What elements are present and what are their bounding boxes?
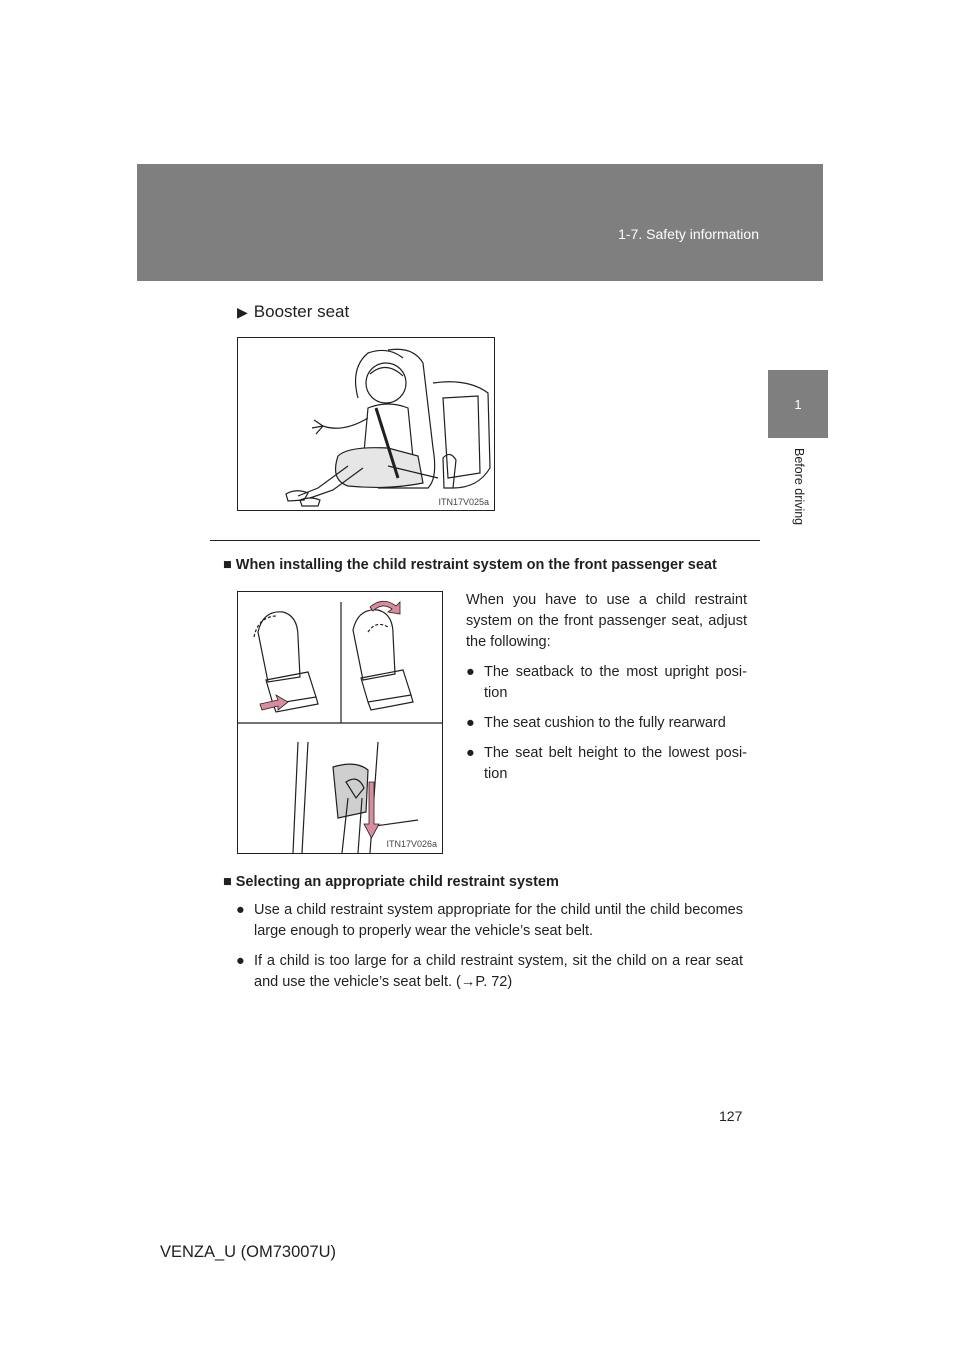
chapter-number: 1 bbox=[794, 396, 802, 412]
bullet-dot-icon: ● bbox=[466, 715, 475, 731]
square-bullet-icon: ■ bbox=[223, 874, 232, 890]
booster-figure-code: ITN17V025a bbox=[438, 497, 489, 507]
bullet-dot-icon: ● bbox=[236, 953, 245, 969]
booster-title: Booster seat bbox=[253, 302, 350, 321]
list-item-text: Use a child restraint system appropriate for the child until the child becomes large enough to properly wear the vehicle’s seat belt. bbox=[254, 902, 743, 939]
seat-figure-code: ITN17V026a bbox=[386, 839, 437, 849]
list-item bbox=[466, 713, 747, 734]
list-item bbox=[466, 662, 747, 704]
chapter-label: Before driving bbox=[792, 448, 806, 526]
front-passenger-intro: When you have to use a child restraint system on the front passenger seat, adjust the following: bbox=[466, 592, 747, 650]
list-item-text: The seat cushion to the fully rearward bbox=[484, 715, 726, 731]
page-number: 127 bbox=[719, 1108, 743, 1124]
list-item bbox=[236, 951, 743, 993]
selecting-heading-text: Selecting an appropriate child restraint system bbox=[235, 874, 559, 890]
bullet-dot-icon: ● bbox=[466, 745, 475, 761]
triangle-bullet-icon: ▶ bbox=[237, 304, 248, 320]
front-passenger-heading-text: When installing the child restraint system on the front passenger seat bbox=[235, 557, 717, 573]
chapter-tab bbox=[768, 370, 828, 438]
list-item bbox=[466, 743, 747, 785]
list-item-text: If a child is too large for a child restraint system, sit the child on a rear seat and use the vehicle’s seat belt. (→P. 72) bbox=[254, 953, 743, 990]
seat-adjustment-illustration bbox=[238, 592, 442, 853]
model-code: VENZA_U (OM73007U) bbox=[160, 1243, 337, 1261]
section-label: 1-7. Safety information bbox=[618, 226, 759, 242]
list-item-text: The seatback to the most upright posi-tion bbox=[484, 664, 747, 701]
selecting-heading bbox=[223, 874, 559, 890]
list-item bbox=[236, 900, 743, 942]
section-divider bbox=[210, 540, 760, 541]
front-passenger-heading bbox=[223, 557, 717, 573]
list-item-text: The seat belt height to the lowest posi-tion bbox=[484, 745, 747, 782]
selecting-text bbox=[236, 891, 743, 993]
booster-seat-figure bbox=[237, 337, 495, 511]
booster-seat-illustration bbox=[238, 338, 494, 510]
upright-arrow-icon bbox=[370, 601, 400, 614]
square-bullet-icon: ■ bbox=[223, 557, 232, 573]
front-passenger-text bbox=[466, 590, 747, 785]
bullet-dot-icon: ● bbox=[236, 902, 245, 918]
header-band bbox=[137, 164, 823, 281]
bullet-dot-icon: ● bbox=[466, 664, 475, 680]
seat-adjustment-figure bbox=[237, 591, 443, 854]
booster-heading bbox=[237, 302, 349, 322]
